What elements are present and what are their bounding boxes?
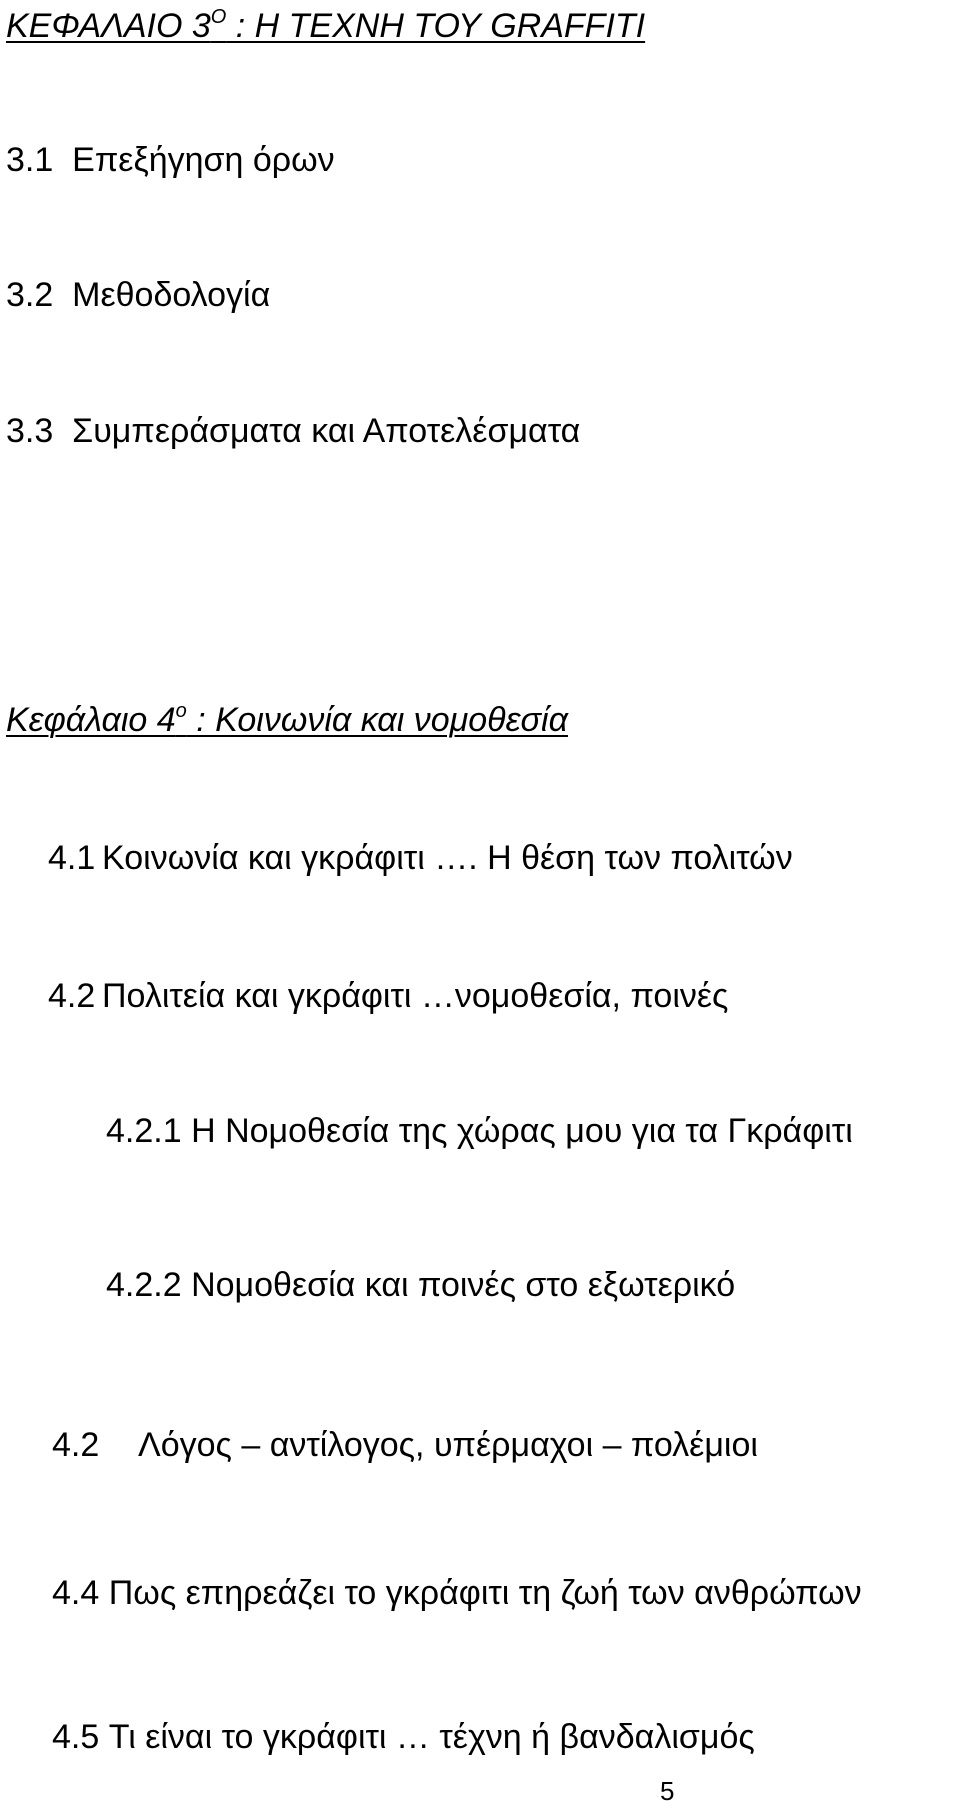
toc-item-number: 4.2 [48,977,96,1015]
toc-item-number: 4.5 [52,1718,100,1756]
chapter-4-heading-suffix: : Κοινωνία και νομοθεσία [186,701,568,739]
toc-item-title: Τι είναι το γκράφιτι … τέχνη ή βανδαλισμός [108,1718,755,1756]
toc-item-4-1 [48,838,793,878]
toc-item-title: Η Νομοθεσία της χώρας μου για τα Γκράφιτι [191,1112,853,1150]
toc-item-4-2-1 [106,1111,853,1151]
toc-item-number: 4.2.2 [106,1266,182,1304]
toc-item-number: 4.2 [52,1426,100,1464]
chapter-3-heading-prefix: ΚΕΦΑΛΑΙΟ 3 [6,7,211,45]
toc-item-3-3 [6,411,580,451]
toc-item-number: 4.2.1 [106,1112,182,1150]
toc-item-number: 4.4 [52,1574,100,1612]
toc-item-title: Νομοθεσία και ποινές στο εξωτερικό [191,1266,736,1304]
toc-item-number: 3.2 [6,276,54,314]
toc-item-title: Λόγος – αντίλογος, υπέρμαχοι – πολέμιοι [138,1426,758,1464]
toc-item-title: Συμπεράσματα και Αποτελέσματα [72,412,581,450]
chapter-4-heading-prefix: Κεφάλαιο 4 [6,701,176,739]
chapter-4-heading [6,700,568,740]
toc-item-4-2-2 [106,1265,735,1305]
toc-item-4-2 [48,976,728,1016]
toc-item-title: Επεξήγηση όρων [72,141,335,179]
toc-item-number: 3.1 [6,141,54,179]
chapter-3-heading-suffix: : Η ΤΕΧΝΗ ΤΟΥ GRAFFITI [226,7,646,45]
toc-item-3-2 [6,275,270,315]
chapter-4-heading-superscript: ο [175,700,187,722]
toc-item-title: Πως επηρεάζει το γκράφιτι τη ζωή των ανθρώπων [108,1574,862,1612]
toc-item-title: Κοινωνία και γκράφιτι …. Η θέση των πολιτών [102,839,793,877]
chapter-3-heading [6,6,645,46]
chapter-3-heading-superscript: Ο [210,6,227,28]
toc-item-title: Πολιτεία και γκράφιτι …νομοθεσία, ποινές [102,977,729,1015]
toc-item-4-2-debate [52,1425,758,1465]
toc-item-3-1 [6,140,335,180]
toc-item-number: 3.3 [6,412,54,450]
toc-item-4-4 [52,1573,862,1613]
toc-item-number: 4.1 [48,839,96,877]
toc-item-title: Μεθοδολογία [72,276,271,314]
page-number: 5 [660,1776,675,1806]
toc-item-4-5 [52,1717,755,1757]
